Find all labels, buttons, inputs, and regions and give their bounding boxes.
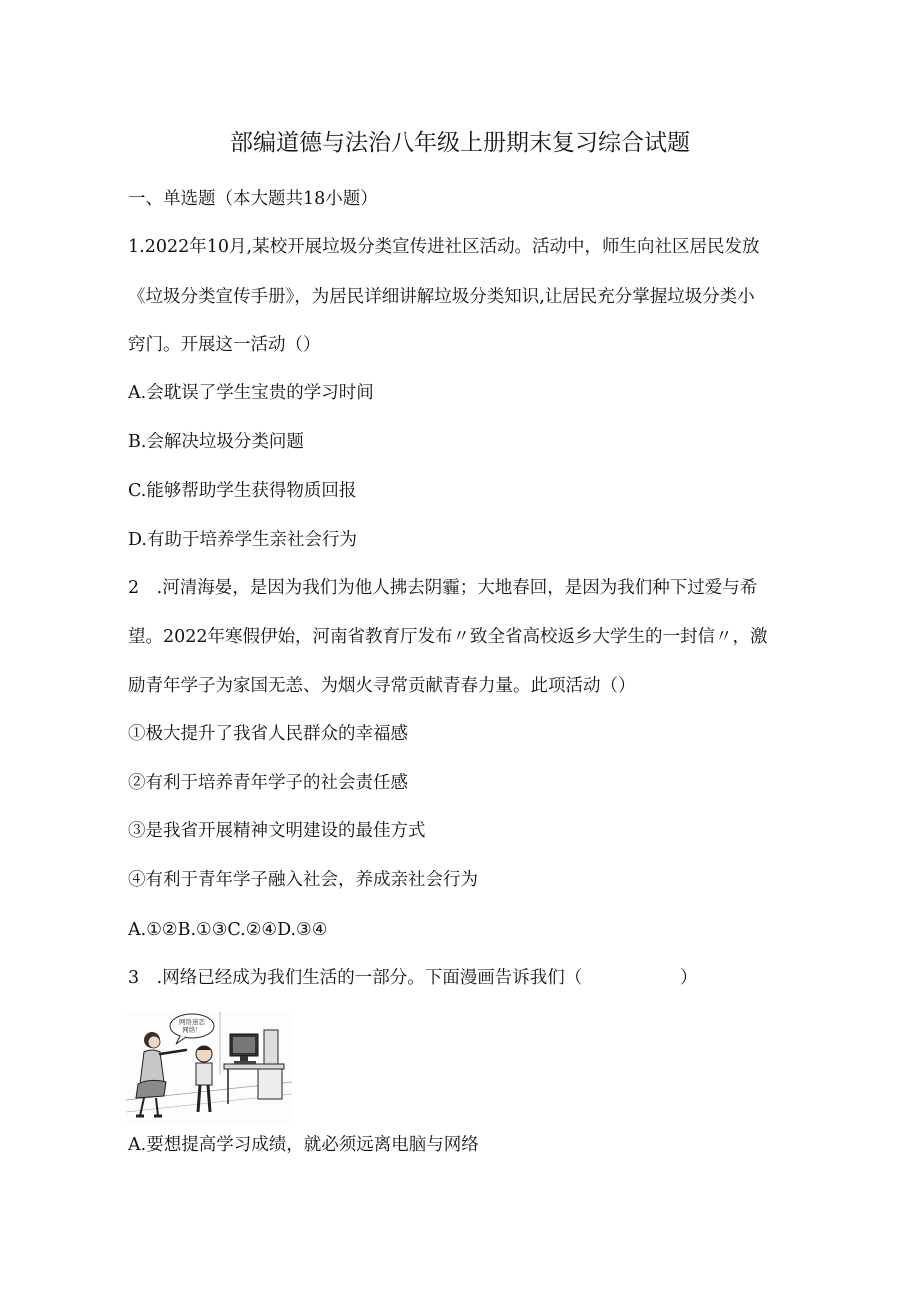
page-title: 部编道德与法治八年级上册期末复习综合试题 [230,130,690,156]
question-2-statement-4: ④有利于青年学子融入社会，养成亲社会行为 [128,870,478,890]
question-2-answer-options: A.①②B.①③C.②④D.③④ [128,920,328,940]
question-2-statement-1: ①极大提升了我省人民群众的幸福感 [128,724,408,744]
question-2-line-2: 望。2022年寒假伊始，河南省教育厅发布〃致全省高校返乡大学生的一封信〃，激 [128,627,768,647]
question-3-line-1: 3 .网络已经成为我们生活的一部分。下面漫画告诉我们（ [128,968,583,988]
question-1-line-2: 《垃圾分类宣传手册》，为居民详细讲解垃圾分类知识,让居民充分掌握垃圾分类小 [128,287,755,307]
question-2-statement-2: ②有利于培养青年学子的社会责任感 [128,773,408,793]
question-2-statement-3: ③是我省开展精神文明建设的最佳方式 [128,821,426,841]
question-1-line-3: 窍门。开展这一活动（） [128,335,321,355]
question-3-paren-close: ） [680,968,698,988]
question-2-line-3: 励青年学子为家国无恙、为烟火寻常贡献青春力量。此项活动（） [128,676,636,696]
question-2-line-1: 2 .河清海晏，是因为我们为他人拂去阴霾；大地春回，是因为我们种下过爱与希 [128,578,758,598]
cartoon-bubble-text-2: 网络！ [182,1026,202,1034]
question-1-line-1: 1.2022年10月,某校开展垃圾分类宣传进社区活动。活动中，师生向社区居民发放 [128,237,760,257]
question-1-option-a: A.会耽误了学生宝贵的学习时间 [128,383,374,403]
question-3-option-a: A.要想提高学习成绩，就必须远离电脑与网络 [128,1135,479,1155]
section-heading: 一、单选题（本大题共18小题） [128,189,378,209]
question-1-option-d: D.有助于培养学生亲社会行为 [128,530,357,550]
cartoon-illustration [126,1012,292,1124]
question-1-option-c: C.能够帮助学生获得物质回报 [128,481,357,501]
question-1-option-b: B.会解决垃圾分类问题 [128,432,304,452]
cartoon-bubble-text-1: 网络迷恋 [179,1018,205,1026]
